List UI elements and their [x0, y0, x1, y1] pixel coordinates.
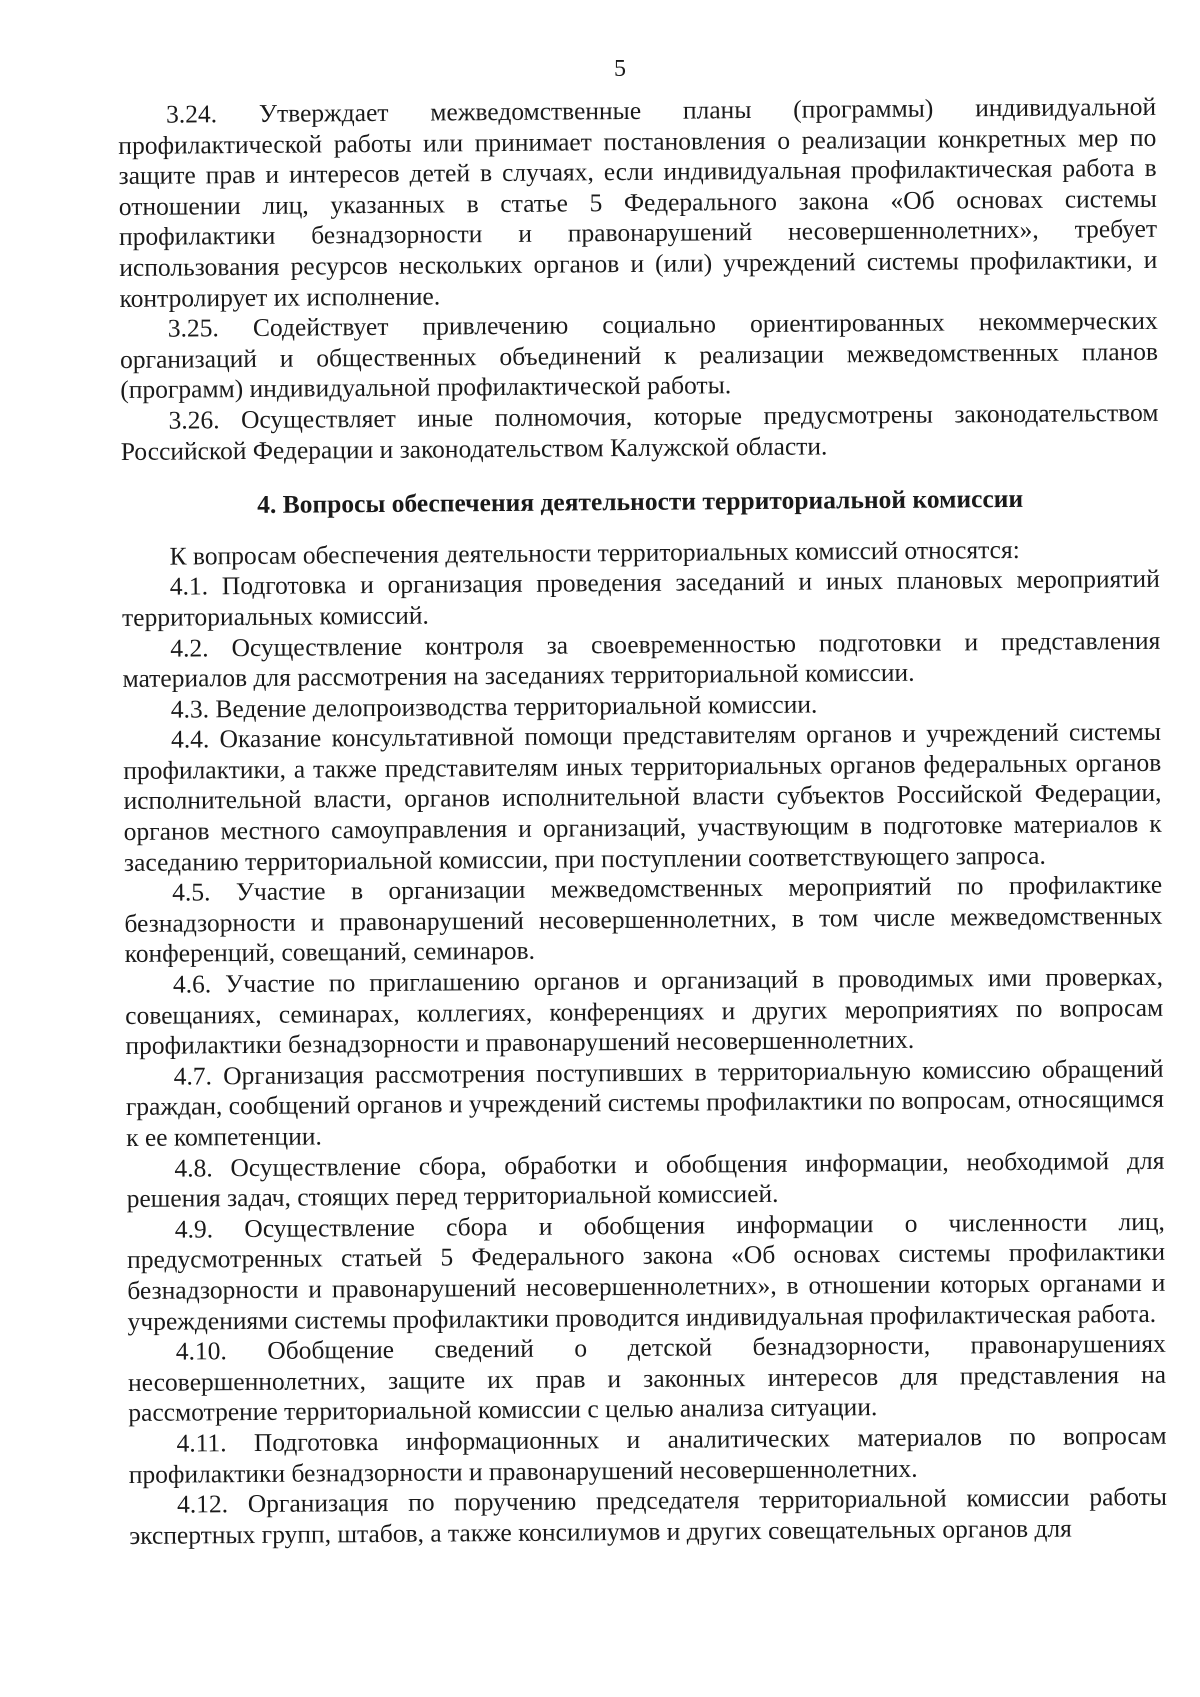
item-3-24: 3.24. Утверждает межведомственные планы (программы) индивидуальной профилактической работы или принимает постановления о реализации конкретных мер по защите прав и интересов детей в случаях, если индивидуальная профилактическая работа в отношении лиц, указанных в статье 5 Федерального закона «Об основах системы профилактики безнадзорности и правонарушений несовершеннолетних», требует использования ресурсов нескольких органов и (или) учреждений системы профилактики, и контролирует их исполнение.	[118, 91, 1158, 313]
item-4-11: 4.11. Подготовка информационных и аналитических материалов по вопросам профилактики безнадзорности и правонарушений несовершеннолетних.	[128, 1420, 1167, 1489]
item-4-4: 4.4. Оказание консультативной помощи представителям органов и учреждений системы профилактики, а также представителям иных территориальных органов федеральных органов исполнительной власти, органов исполнительной власти субъектов Российской Федерации, органов местного самоуправления и организаций, участвующим в подготовке материалов к заседанию территориальной комиссии, при поступлении соответствующего запроса.	[123, 717, 1162, 877]
item-4-10: 4.10. Обобщение сведений о детской безнадзорности, правонарушениях несовершеннолетних, защите их прав и законных интересов для представления на рассмотрение территориальной комиссии с целью анализа ситуации.	[127, 1328, 1167, 1428]
item-4-2: 4.2. Осуществление контроля за своевременностью подготовки и представления материалов для рассмотрения на заседаниях территориальной комиссии.	[122, 625, 1161, 694]
page-number: 5	[614, 56, 626, 82]
item-4-3: 4.3. Ведение делопроизводства территориальной комиссии.	[170, 689, 818, 724]
item-4-1: 4.1. Подготовка и организация проведения заседаний и иных плановых мероприятий территориальных комиссий.	[121, 564, 1160, 632]
section-4-intro: К вопросам обеспечения деятельности территориальных комиссий относятся:	[169, 534, 1020, 571]
item-4-9: 4.9. Осуществление сбора и обобщения информации о численности лиц, предусмотренных статьей 5 Федерального закона «Об основах системы профилактики безнадзорности и правонарушений несовершеннолетних», в отношении которых органами и учреждениями системы профилактики проводится индивидуальная профилактическая работа.	[126, 1206, 1166, 1336]
section-4-heading: 4. Вопросы обеспечения деятельности территориальной комиссии	[257, 484, 1024, 520]
document-body	[118, 92, 1167, 1551]
item-4-7: 4.7. Организация рассмотрения поступивших в территориальную комиссию обращений граждан, сообщений органов и учреждений системы профилактики по вопросам, относящимся к ее компетенции.	[125, 1053, 1164, 1152]
item-4-6: 4.6. Участие по приглашению органов и организаций в проводимых ими проверках, совещаниях, семинарах, коллегиях, конференциях и других мероприятиях по вопросам профилактики безнадзорности и правонарушений несовершеннолетних.	[125, 961, 1164, 1061]
item-4-12: 4.12. Организация по поручению председателя территориальной комиссии работы экспертных групп, штабов, а также консилиумов и других совещательных органов для	[129, 1481, 1168, 1550]
item-4-5: 4.5. Участие в организации межведомственных мероприятий по профилактике безнадзорности и правонарушений несовершеннолетних, в том числе межведомственных конференций, совещаний, семинаров.	[124, 870, 1163, 969]
item-3-26: 3.26. Осуществляет иные полномочия, которые предусмотрены законодательством Российской Федерации и законодательством Калужской области.	[120, 397, 1159, 466]
item-4-8: 4.8. Осуществление сбора, обработки и обобщения информации, необходимой для решения задач, стоящих перед территориальной комиссией.	[126, 1145, 1165, 1214]
item-3-25: 3.25. Содействует привлечению социально ориентированных некоммерческих организаций и общественных объединений к реализации межведомственных планов (программ) индивидуальной профилактической работы.	[119, 305, 1159, 405]
